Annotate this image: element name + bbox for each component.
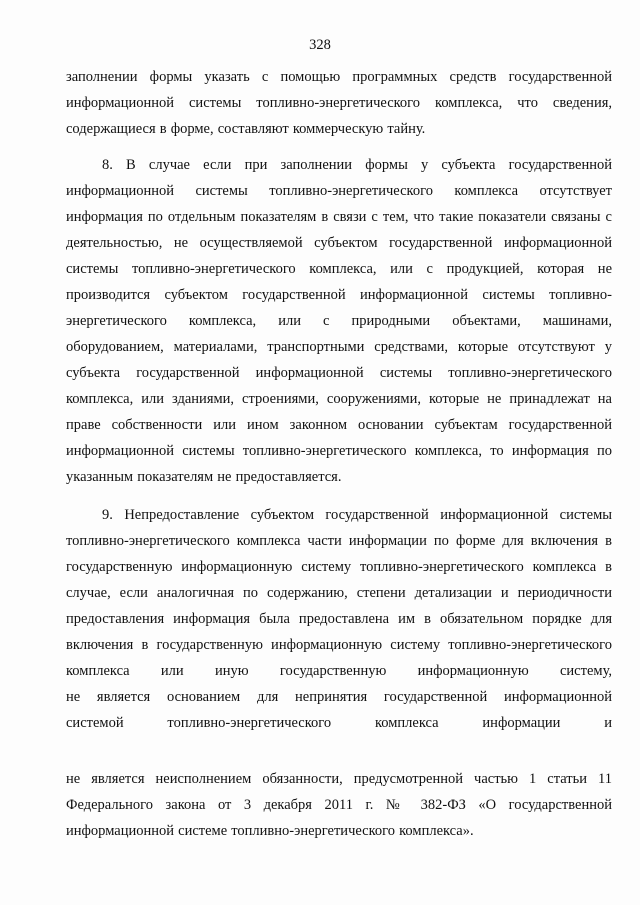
text-line: деятельностью, не осуществляемой субъектом государственной информационной xyxy=(66,235,612,251)
paragraph-continuation xyxy=(66,64,612,142)
text-line: системой топливно-энергетического комплекса информации и xyxy=(66,715,612,731)
text-line: содержащиеся в форме, составляют коммерческую тайну. xyxy=(66,121,426,137)
text-line: системы топливно-энергетического комплекса, или с продукцией, которая не xyxy=(66,261,612,277)
text-line: субъекта государственной информационной системы топливно-энергетического xyxy=(66,365,612,381)
text-line: заполнении формы указать с помощью программных средств государственной xyxy=(66,69,612,85)
text-line: информационной системе топливно-энергетического комплекса». xyxy=(66,823,474,839)
blank-gap xyxy=(66,736,612,766)
text-line: указанным показателям не предоставляется. xyxy=(66,469,342,485)
paragraph-9-continuation xyxy=(66,766,612,844)
text-line: информация по отдельным показателям в связи с тем, что такие показатели связаны с xyxy=(66,209,612,225)
text-line: включения в государственную информационную систему топливно-энергетического xyxy=(66,637,612,653)
text-line: не является основанием для непринятия государственной информационной xyxy=(66,689,612,705)
text-line: производится субъектом государственной информационной системы топливно- xyxy=(66,287,612,303)
paragraph-8 xyxy=(66,152,612,490)
text-line: информационной системы топливно-энергетического комплекса отсутствует xyxy=(66,183,612,199)
text-line: праве собственности или ином законном основании субъектам государственной xyxy=(66,417,612,433)
text-line: Федерального закона от 3 декабря 2011 г. № 382-ФЗ «О государственной xyxy=(66,797,612,813)
text-line: 9. Непредоставление субъектом государственной информационной системы xyxy=(102,507,612,523)
text-line: 8. В случае если при заполнении формы у субъекта государственной xyxy=(102,157,612,173)
text-line: информационной системы топливно-энергетического комплекса, что сведения, xyxy=(66,95,612,111)
document-body xyxy=(66,64,612,844)
text-line: топливно-энергетического комплекса части информации по форме для включения в xyxy=(66,533,612,549)
text-line: энергетического комплекса, или с природными объектами, машинами, xyxy=(66,313,612,329)
text-line: информационной системы топливно-энергетического комплекса, то информация по xyxy=(66,443,612,459)
text-line: не является неисполнением обязанности, предусмотренной частью 1 статьи 11 xyxy=(66,771,612,787)
text-line: случае, если аналогичная по содержанию, степени детализации и периодичности xyxy=(66,585,612,601)
text-line: государственную информационную систему топливно-энергетического комплекса в xyxy=(66,559,612,575)
paragraph-9 xyxy=(66,502,612,736)
text-line: комплекса, или зданиями, строениями, сооружениями, которые не принадлежат на xyxy=(66,391,612,407)
text-line: комплекса или иную государственную информационную систему, xyxy=(66,663,612,679)
page-number: 328 xyxy=(309,37,331,53)
text-line: предоставления информация была предоставлена им в обязательном порядке для xyxy=(66,611,612,627)
text-line: оборудованием, материалами, транспортными средствами, которые отсутствуют у xyxy=(66,339,612,355)
